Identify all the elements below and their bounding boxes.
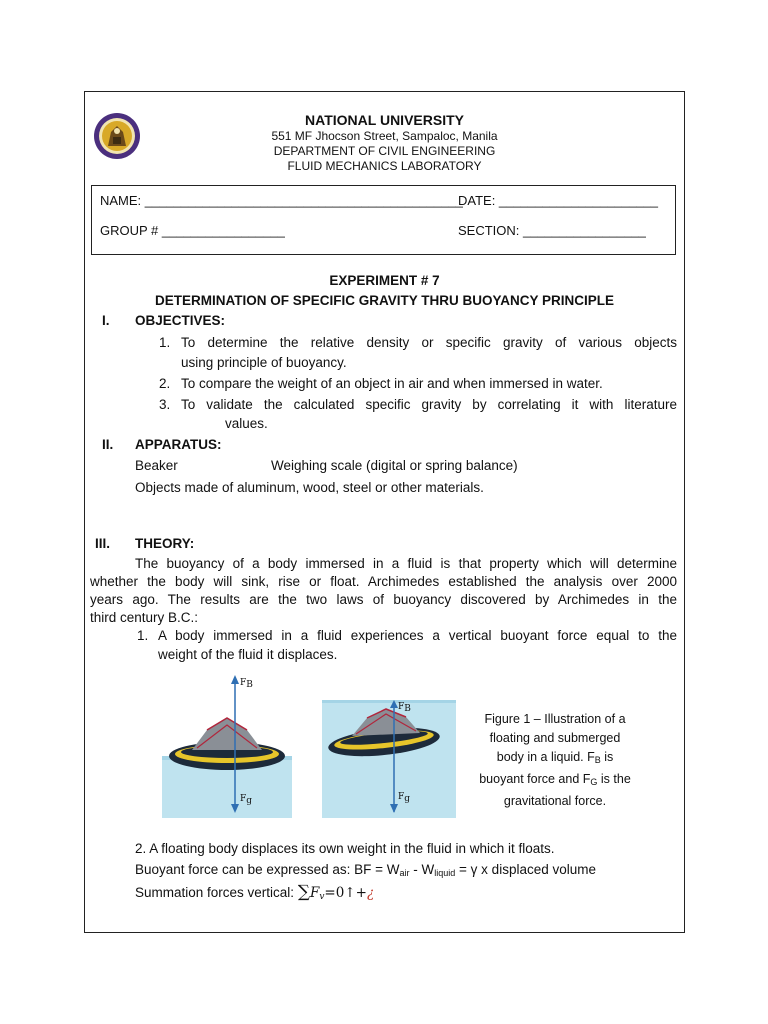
summation-forces: Summation forces vertical: $\sum F_v=0↑+¿$: [135, 882, 375, 902]
name-field[interactable]: NAME: ____________________________________________: [100, 193, 463, 208]
theory-paragraph-line3: years ago. The results are the two laws of buoyancy discovered by Archimedes in the: [90, 592, 677, 607]
experiment-number: EXPERIMENT # 7: [329, 273, 440, 288]
section-field[interactable]: SECTION: _________________: [458, 223, 646, 238]
objective-1-line2: using principle of buoyancy.: [181, 355, 347, 370]
fg-label-2: $F_g$: [398, 792, 411, 804]
apparatus-beaker: Beaker: [135, 458, 178, 473]
buoyant-force-formula: Buoyant force can be expressed as: BF = $W_{air} - W_{liquid} = \gamma$ x displaced volume: [135, 862, 596, 878]
law-1-line1: A body immersed in a fluid experiences a vertical buoyant force equal to the: [158, 628, 677, 643]
law-1-number: 1.: [137, 628, 149, 643]
department-name: DEPARTMENT OF CIVIL ENGINEERING: [273, 144, 496, 158]
group-field[interactable]: GROUP # _________________: [100, 223, 285, 238]
university-address: 551 MF Jhocson Street, Sampaloc, Manila: [271, 129, 498, 143]
objectives-heading: OBJECTIVES:: [135, 313, 226, 328]
figure-1-caption: Figure 1 – Illustration of a floating and submerged body in a liquid. $F_B$ is buoyant force and $F_G$ is the gravitational force.: [479, 712, 631, 808]
objective-2-line1: To compare the weight of an object in air and when immersed in water.: [181, 376, 603, 391]
objective-1-line1: To determine the relative density or specific gravity of various objects: [181, 335, 677, 350]
fb-label-2: $F_B$: [398, 702, 411, 714]
student-info-box: [91, 185, 676, 255]
fb-label-1: $F_B$: [240, 678, 253, 690]
theory-numeral: III.: [95, 536, 111, 551]
theory-paragraph-line1: The buoyancy of a body immersed in a fluid is that property which will determine: [135, 556, 677, 571]
objective-2-number: 2.: [159, 376, 171, 391]
law-2-text: 2. A floating body displaces its own weight in the fluid in which it floats.: [135, 841, 555, 856]
date-field[interactable]: DATE: ______________________: [458, 193, 658, 208]
submerged-body-illustration: [322, 700, 456, 818]
apparatus-scale: Weighing scale (digital or spring balance): [271, 458, 518, 473]
theory-paragraph-line4: third century B.C.:: [90, 610, 199, 625]
theory-paragraph-line2: whether the body will sink, rise or float. Archimedes established the analysis over 2000: [90, 574, 677, 589]
objective-3-number: 3.: [159, 397, 171, 412]
floating-body-illustration: [162, 670, 292, 818]
objective-3-line1: To validate the calculated specific gravity by correlating it with literature: [181, 397, 677, 412]
experiment-title: DETERMINATION OF SPECIFIC GRAVITY THRU BUOYANCY PRINCIPLE: [154, 293, 615, 308]
apparatus-heading: APPARATUS:: [135, 437, 222, 452]
fg-label-1: $F_g$: [240, 794, 253, 806]
law-1-line2: weight of the fluid it displaces.: [158, 647, 338, 662]
objective-1-number: 1.: [159, 335, 171, 350]
objective-3-line2: values.: [225, 416, 268, 431]
apparatus-numeral: II.: [102, 437, 114, 452]
objectives-numeral: I.: [102, 313, 110, 328]
apparatus-objects: Objects made of aluminum, wood, steel or other materials.: [135, 480, 484, 495]
university-name: NATIONAL UNIVERSITY: [305, 112, 464, 128]
laboratory-name: FLUID MECHANICS LABORATORY: [287, 159, 482, 173]
theory-heading: THEORY:: [135, 536, 195, 551]
